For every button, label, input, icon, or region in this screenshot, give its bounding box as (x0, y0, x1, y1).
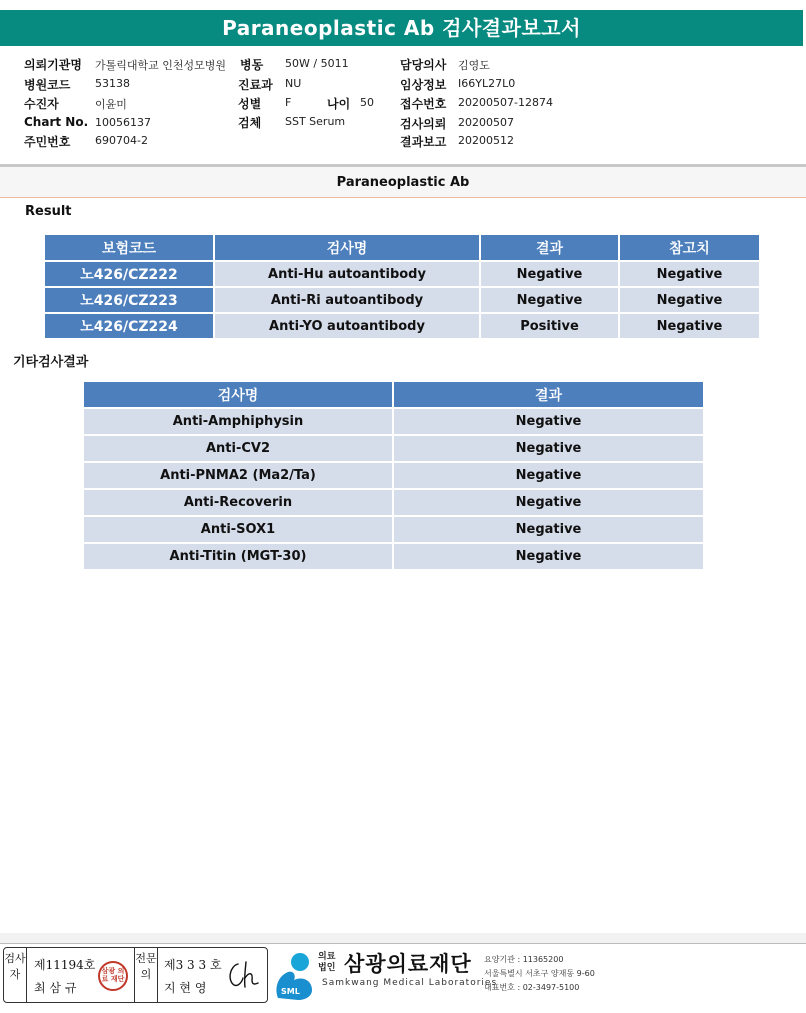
phone-number: 대표번호 : 02-3497-5100 (484, 983, 580, 992)
id-number-value: 690704-2 (95, 134, 148, 147)
ward-value: 50W / 5011 (285, 57, 349, 70)
signature-icon (224, 958, 262, 992)
test-result: Negative (480, 287, 619, 313)
signature-box (3, 947, 268, 1003)
report-date-label: 결과보고 (400, 135, 447, 149)
hospital-code-label: 병원코드 (24, 78, 71, 92)
test-result: Negative (393, 489, 704, 516)
header-insurance-code: 보험코드 (44, 234, 214, 261)
examiner-name: 최 삼 규 (34, 981, 77, 995)
request-date-value: 20200507 (458, 116, 514, 129)
patient-info-block (0, 52, 806, 164)
test-name: Anti-Amphiphysin (83, 408, 393, 435)
test-name: Anti-SOX1 (83, 516, 393, 543)
hospital-value: 가톨릭대학교 인천성모병원 (95, 59, 227, 72)
test-name: Anti-Titin (MGT-30) (83, 543, 393, 570)
age-value: 50 (360, 96, 374, 109)
examiner-license: 제11194호 (34, 958, 96, 972)
test-name: Anti-YO autoantibody (214, 313, 480, 339)
sex-label: 성별 (238, 97, 262, 111)
test-name: Anti-PNMA2 (Ma2/Ta) (83, 462, 393, 489)
insurance-code: 노426/CZ222 (44, 261, 214, 287)
department-label: 진료과 (238, 78, 273, 92)
table-row (83, 408, 704, 435)
insurance-code: 노426/CZ224 (44, 313, 214, 339)
org-name-english: Samkwang Medical Laboratories (322, 978, 498, 988)
specimen-value: SST Serum (285, 115, 346, 128)
org-name: 삼광의료재단 (344, 952, 472, 976)
test-result: Negative (393, 435, 704, 462)
header-test-name: 검사명 (214, 234, 480, 261)
report-date-value: 20200512 (458, 134, 514, 147)
table-row (83, 543, 704, 570)
section-title: Paraneoplastic Ab (336, 175, 470, 190)
table-row (83, 462, 704, 489)
address: 서울특별시 서초구 양재동 9-60 (484, 969, 595, 978)
institution-code: 요양기관 : 11365200 (484, 955, 564, 964)
header-test-name: 검사명 (83, 381, 393, 408)
chart-value: 10056137 (95, 116, 151, 129)
divider (157, 948, 158, 1002)
specialist-label: 전문의 (135, 952, 157, 981)
divider (26, 948, 27, 1002)
test-result: Positive (480, 313, 619, 339)
examiner-label: 검사자 (4, 952, 26, 981)
doctor-label: 담당의사 (400, 58, 447, 72)
doctor-value: 김영도 (458, 59, 490, 72)
org-type-line-1: 의료 (318, 952, 336, 962)
seal-stamp (98, 961, 128, 991)
report-title: Paraneoplastic Ab 검사결과보고서 (0, 10, 803, 46)
patient-value: 이윤미 (95, 98, 127, 111)
header-result: 결과 (393, 381, 704, 408)
test-name: Anti-Recoverin (83, 489, 393, 516)
specialist-license: 제3 3 3 호 (164, 958, 222, 972)
ward-label: 병동 (240, 58, 264, 72)
id-number-label: 주민번호 (24, 135, 71, 149)
other-results-heading: 기타검사결과 (13, 355, 89, 370)
header-result: 결과 (480, 234, 619, 261)
accession-value: 20200507-12874 (458, 96, 553, 109)
patient-label: 수진자 (24, 97, 59, 111)
request-date-label: 검사의뢰 (400, 117, 447, 131)
department-value: NU (285, 77, 302, 90)
test-result: Negative (480, 261, 619, 287)
footer-divider (0, 943, 806, 944)
test-result: Negative (393, 462, 704, 489)
table-row (83, 516, 704, 543)
result-table (43, 233, 761, 340)
specialist-name: 지 현 영 (164, 981, 207, 995)
age-label: 나이 (327, 97, 351, 111)
clinical-info-label: 임상정보 (400, 78, 447, 92)
table-row (83, 489, 704, 516)
test-name: Anti-Ri autoantibody (214, 287, 480, 313)
result-heading: Result (25, 204, 72, 219)
org-type-line-2: 법인 (318, 963, 336, 973)
test-name: Anti-Hu autoantibody (214, 261, 480, 287)
header-reference: 참고치 (619, 234, 760, 261)
insurance-code: 노426/CZ223 (44, 287, 214, 313)
reference-value: Negative (619, 313, 760, 339)
accession-label: 접수번호 (400, 97, 447, 111)
clinical-info-value: I66YL27L0 (458, 77, 516, 90)
hospital-label: 의뢰기관명 (24, 58, 82, 72)
sex-value: F (285, 96, 292, 109)
other-results-table (82, 380, 705, 571)
hospital-code-value: 53138 (95, 77, 130, 90)
table-row (83, 435, 704, 462)
section-divider (0, 197, 806, 198)
sml-logo-icon (272, 950, 318, 1002)
reference-value: Negative (619, 287, 760, 313)
test-result: Negative (393, 543, 704, 570)
reference-value: Negative (619, 261, 760, 287)
chart-label: Chart No. (24, 115, 89, 129)
table-row (44, 313, 760, 339)
seal-text: 삼광 의료 재단 (101, 966, 125, 983)
org-type (318, 952, 335, 974)
test-result: Negative (393, 408, 704, 435)
test-result: Negative (393, 516, 704, 543)
test-name: Anti-CV2 (83, 435, 393, 462)
table-row (44, 261, 760, 287)
footer-band (0, 933, 806, 943)
specimen-label: 검체 (238, 116, 262, 130)
table-row (44, 287, 760, 313)
logo-text: SML (281, 987, 300, 996)
